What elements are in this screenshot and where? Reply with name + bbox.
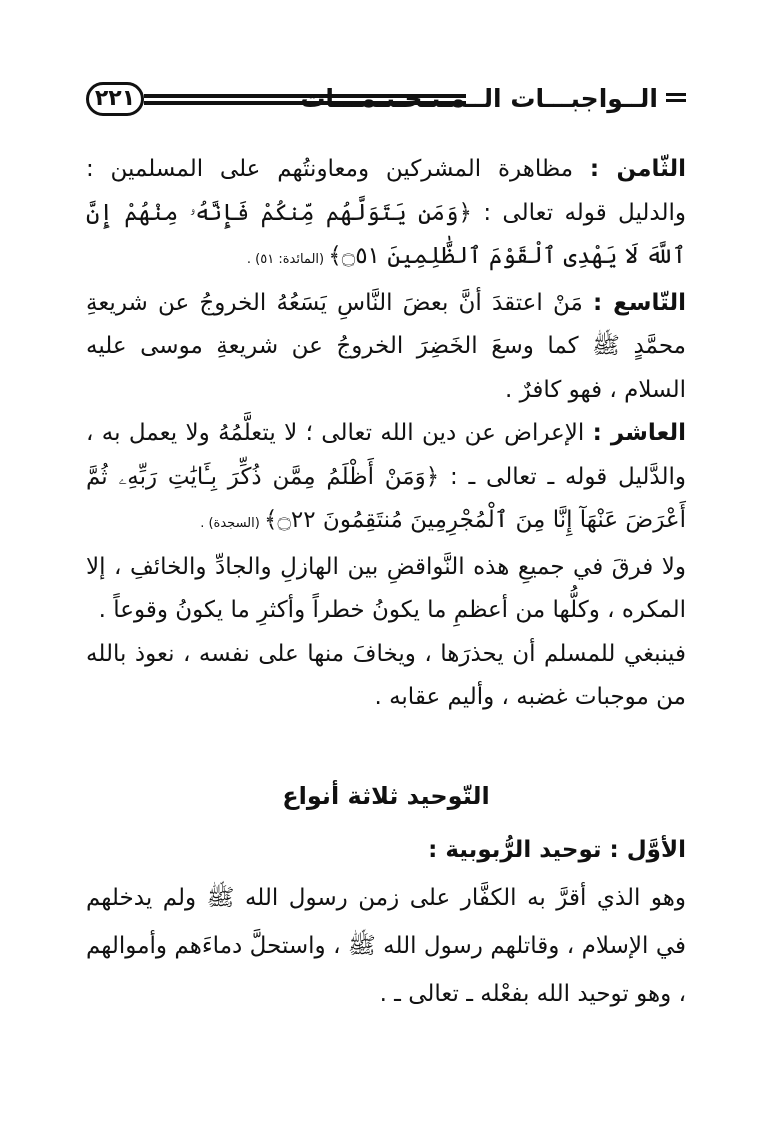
paragraph-tenth xyxy=(86,412,686,546)
section-body xyxy=(86,826,686,1018)
paragraph-lead: العاشر : xyxy=(592,420,686,446)
subheading: الأوَّل : توحيد الرُّبوبية : xyxy=(428,837,686,863)
paragraph-lead: الثّامن : xyxy=(589,156,686,182)
paragraph-text: مظاهرة المشركين ومعاونتُهم على المسلمين : والدليل قوله تعالى : xyxy=(86,156,686,226)
body-text xyxy=(86,148,686,720)
paragraph-ninth xyxy=(86,282,686,413)
verse-reference: (المائدة: ٥١) . xyxy=(246,252,329,267)
header-title: الــواجبـــات الــمـتـحـتـمـــات xyxy=(300,84,658,113)
paragraph-caution: فينبغي للمسلم أن يحذرَها ، ويخافَ منها على نفسه ، نعوذ بالله من موجبات غضبه ، وأليم عقابه . xyxy=(86,640,686,710)
paragraph-lead: التّاسع : xyxy=(593,289,686,316)
paragraph-rububiyyah: وهو الذي أقرَّ به الكفَّار على زمن رسول الله ﷺ ولم يدخلهم في الإسلام ، وقاتلهم رسول الله ﷺ ، واستحلَّ دماءَهم وأموالهم ، وهو توحيد الله بفعْله ـ تعالى ـ . xyxy=(86,885,686,1007)
section-heading: التّوحيد ثلاثة أنواع xyxy=(282,782,490,810)
paragraph-eighth xyxy=(86,148,686,282)
header-ornament xyxy=(666,93,686,105)
quran-verse: ﴿وَمَن يَتَوَلَّهُم مِّنكُمْ فَإِنَّهُۥ مِنْهُمْ إِنَّ ٱللَّهَ لَا يَهْدِى ٱلْقَوْمَ ٱلظَّٰلِمِينَ ۝٥١﴾ xyxy=(86,199,686,269)
paragraph-no-difference: ولا فرقَ في جميعِ هذه النَّواقضِ بين الهازلِ والجادِّ والخائفِ ، إلا المكره ، وكلُّها من أعظمِ ما يكونُ خطراً وأكثرِ ما يكونُ وقوعاً . xyxy=(86,553,686,623)
verse-reference: (السجدة) . xyxy=(200,516,264,531)
running-header xyxy=(86,82,686,118)
paragraph-text: الإعراض عن دين الله تعالى ؛ لا يتعلَّمُهُ ولا يعمل به ، والدَّليل قوله ـ تعالى ـ : xyxy=(86,420,687,490)
quran-verse: ﴿وَمَنْ أَظْلَمُ مِمَّن ذُكِّرَ بِـَٔايَٰتِ رَبِّهِۦ ثُمَّ أَعْرَضَ عَنْهَآ إِنَّا مِنَ ٱلْمُجْرِمِينَ مُنتَقِمُونَ ۝٢٢﴾ xyxy=(86,463,686,533)
page-number: ٢٢١ xyxy=(86,82,144,116)
paragraph-text: مَنْ اعتقدَ أنَّ بعضَ النَّاسِ يَسَعُهُ الخروجُ عن شريعةِ محمَّدٍ ﷺ كما وسعَ الخَضِرَ الخروجُ عن شريعةِ موسى عليه السلام ، فهو كافرٌ . xyxy=(86,289,686,403)
